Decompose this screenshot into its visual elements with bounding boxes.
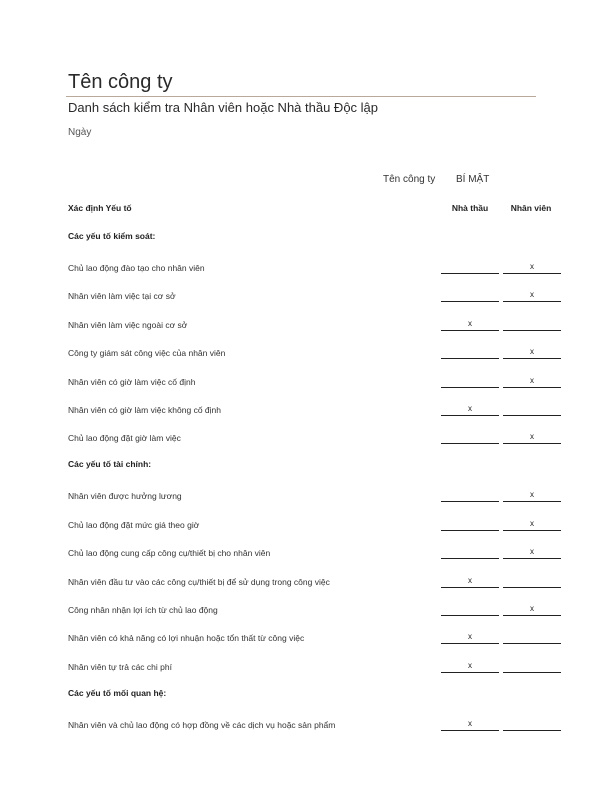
contractor-answer-field[interactable] <box>441 518 499 531</box>
checklist-item-label: Nhân viên có khả năng có lợi nhuận hoặc tổn thất từ công việc <box>68 633 305 644</box>
checklist-row <box>0 720 616 736</box>
section-heading: Các yếu tố tài chính: <box>68 459 152 470</box>
confidential-label: BÍ MẬT <box>456 174 490 185</box>
contractor-answer-field[interactable]: x <box>441 318 499 331</box>
employee-answer-field[interactable] <box>503 575 561 588</box>
contractor-answer-field[interactable] <box>441 289 499 302</box>
employee-answer-field[interactable]: x <box>503 431 561 444</box>
checklist-item-label: Nhân viên làm việc tại cơ sở <box>68 291 176 302</box>
checklist-item-label: Công ty giám sát công việc của nhân viên <box>68 348 226 359</box>
employee-answer-field[interactable] <box>503 660 561 673</box>
checklist-item-label: Nhân viên có giờ làm việc cố định <box>68 376 196 387</box>
contractor-answer-field[interactable]: x <box>441 403 499 416</box>
contractor-answer-field[interactable]: x <box>441 660 499 673</box>
contractor-answer-field[interactable] <box>441 489 499 502</box>
contractor-answer-field[interactable] <box>441 603 499 616</box>
contractor-answer-field[interactable]: x <box>441 718 499 731</box>
checklist-item-label: Chủ lao động cung cấp công cụ/thiết bị cho nhân viên <box>68 548 271 559</box>
employee-column-header: Nhân viên <box>510 203 552 213</box>
checklist-item-label: Chủ lao động đào tạo cho nhân viên <box>68 263 205 273</box>
checklist-row <box>0 662 616 678</box>
employee-answer-field[interactable]: x <box>503 546 561 559</box>
contractor-answer-field[interactable] <box>441 431 499 444</box>
contractor-answer-field[interactable] <box>441 261 499 274</box>
employee-answer-field[interactable]: x <box>503 489 561 502</box>
contractor-answer-field[interactable] <box>441 346 499 359</box>
document-subtitle: Danh sách kiểm tra Nhân viên hoặc Nhà thầu Độc lập <box>68 100 379 115</box>
checklist-row <box>0 263 616 279</box>
employee-answer-field[interactable] <box>503 318 561 331</box>
checklist-item-label: Công nhân nhận lợi ích từ chủ lao động <box>68 605 218 615</box>
contractor-answer-field[interactable]: x <box>441 631 499 644</box>
checklist-item-label: Nhân viên và chủ lao động có hợp đồng về các dịch vụ hoặc sản phẩm <box>68 719 336 730</box>
employee-answer-field[interactable]: x <box>503 289 561 302</box>
checklist-row <box>0 520 616 536</box>
checklist-item-label: Chủ lao động đặt giờ làm việc <box>68 433 181 444</box>
checklist-row <box>0 605 616 621</box>
checklist-row <box>0 633 616 649</box>
checklist-row <box>0 433 616 449</box>
company-name-title: Tên công ty <box>68 71 173 93</box>
employee-answer-field[interactable]: x <box>503 261 561 274</box>
checklist-row <box>0 291 616 307</box>
checklist-item-label: Nhân viên làm việc ngoài cơ sở <box>68 319 188 330</box>
contractor-column-header: Nhà thầu <box>451 203 489 213</box>
checklist-row <box>0 577 616 593</box>
section-heading: Các yếu tố kiểm soát: <box>68 231 156 241</box>
section-heading: Các yếu tố mối quan hệ: <box>68 687 167 698</box>
employee-answer-field[interactable]: x <box>503 346 561 359</box>
factor-column-header: Xác định Yếu tố <box>68 203 132 213</box>
contractor-answer-field[interactable] <box>441 375 499 388</box>
employee-answer-field[interactable] <box>503 631 561 644</box>
checklist-row <box>0 491 616 507</box>
employee-answer-field[interactable]: x <box>503 518 561 531</box>
checklist-item-label: Chủ lao động đặt mức giá theo giờ <box>68 519 200 530</box>
contractor-answer-field[interactable] <box>441 546 499 559</box>
employee-answer-field[interactable]: x <box>503 603 561 616</box>
employee-answer-field[interactable] <box>503 403 561 416</box>
header-company-name: Tên công ty <box>383 174 436 185</box>
date-field: Ngày <box>68 127 92 138</box>
checklist-row <box>0 348 616 364</box>
checklist-item-label: Nhân viên được hưởng lương <box>68 491 182 502</box>
checklist-row <box>0 548 616 564</box>
checklist-item-label: Nhân viên có giờ làm việc không cố định <box>68 405 221 415</box>
employee-answer-field[interactable] <box>503 718 561 731</box>
checklist-row <box>0 405 616 421</box>
checklist-item-label: Nhân viên đầu tư vào các công cụ/thiết bị để sử dụng trong công việc <box>68 576 330 587</box>
title-divider <box>66 96 536 97</box>
checklist-row <box>0 320 616 336</box>
employee-answer-field[interactable]: x <box>503 375 561 388</box>
checklist-item-label: Nhân viên tự trả các chi phí <box>68 661 172 672</box>
contractor-answer-field[interactable]: x <box>441 575 499 588</box>
checklist-row <box>0 377 616 393</box>
